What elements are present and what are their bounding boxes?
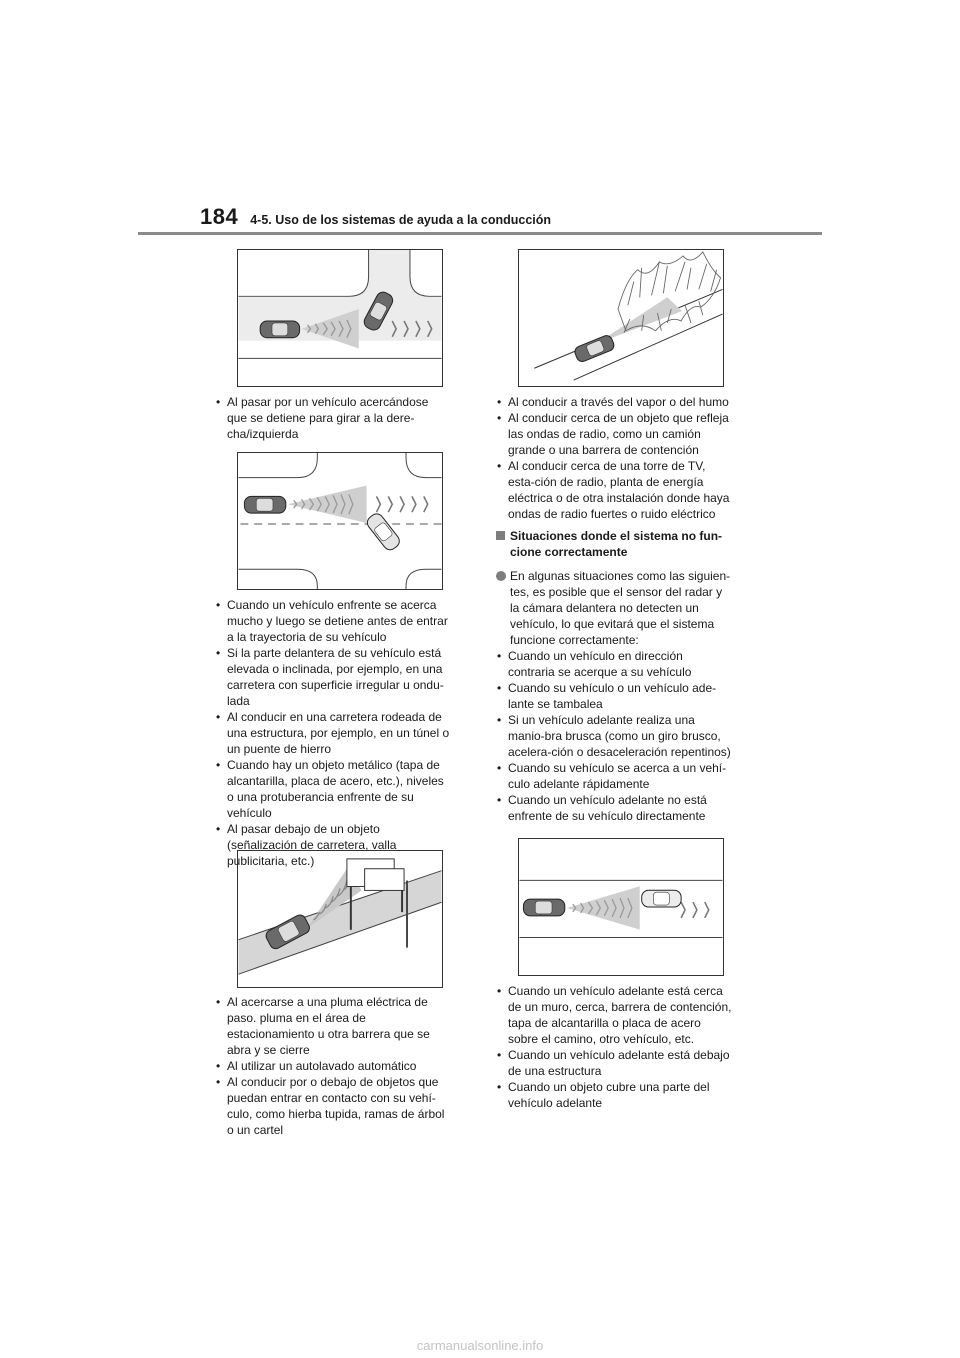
list-item: • Al conducir en una carretera rodeada de una estructura, por ejemplo, en un túnel o un puente de hierro	[215, 709, 451, 757]
figure-vapor-smoke	[518, 249, 724, 387]
list-item: • Al acercarse a una pluma eléctrica de paso. pluma en el área de estacionamiento u otra barrera que se abra y se cierre	[215, 994, 451, 1058]
illustration-overhead-sign	[238, 851, 442, 987]
left-column-group-1	[215, 394, 451, 442]
section-heading	[496, 528, 732, 560]
header-rule	[138, 232, 822, 235]
list-item: • Al conducir cerca de una torre de TV, esta-ción de radio, planta de energía eléctrica o de otra instalación donde haya ondas de radio fuertes o ruido eléctrico	[496, 458, 732, 522]
list-item: • Al pasar por un vehículo acercándose que se detiene para girar a la dere-cha/izquierda	[215, 394, 451, 442]
list-item: • Cuando un vehículo enfrente se acerca mucho y luego se detiene antes de entrar a la trayectoria de su vehículo	[215, 597, 451, 645]
list-item: • Al utilizar un autolavado automático	[215, 1058, 451, 1074]
list-item: • Si la parte delantera de su vehículo está elevada o inclinada, por ejemplo, en una carretera con superficie irregular u ondu-lada	[215, 645, 451, 709]
illustration-vapor-smoke	[519, 250, 723, 386]
watermark: carmanualsonline.info	[416, 1338, 544, 1353]
figure-overhead-sign	[237, 850, 443, 988]
right-column-group-3	[496, 983, 732, 1111]
page-header	[200, 204, 551, 230]
figure-vehicle-ahead	[518, 838, 724, 976]
circle-bullet-icon	[496, 571, 506, 581]
square-bullet-icon	[496, 531, 505, 540]
illustration-turning-vehicle	[238, 250, 442, 386]
section-heading-text: Situaciones donde el sistema no fun-cione correctamente	[510, 529, 723, 559]
intro-paragraph	[496, 568, 732, 648]
list-item: • Cuando un objeto cubre una parte del vehículo adelante	[496, 1079, 732, 1111]
list-item: • Cuando un vehículo adelante está debajo de una estructura	[496, 1047, 732, 1079]
illustration-vehicle-ahead	[519, 839, 723, 975]
list-item: • Al pasar debajo de un objeto (señalización de carretera, valla publicitaria, etc.)	[215, 821, 451, 869]
list-item: • Al conducir por o debajo de objetos que puedan entrar en contacto con su vehí-culo, como hierba tupida, ramas de árbol o un cartel	[215, 1074, 451, 1138]
list-item: • Cuando su vehículo o un vehículo ade-lante se tambalea	[496, 680, 732, 712]
section-title: 4-5. Uso de los sistemas de ayuda a la conducción	[250, 213, 552, 227]
list-item: • Cuando un vehículo adelante está cerca de un muro, cerca, barrera de contención, tapa de alcantarilla o placa de acero sobre el camino, otro vehículo, etc.	[496, 983, 732, 1047]
figure-turning-vehicle	[237, 249, 443, 387]
right-column-text	[496, 394, 732, 824]
list-item: • Si un vehículo adelante realiza una manio-bra brusca (como un giro brusco, acelera-ción o desaceleración repentinos)	[496, 712, 732, 760]
illustration-vehicle-entering-path	[238, 453, 442, 589]
list-item: • Cuando hay un objeto metálico (tapa de alcantarilla, placa de acero, etc.), niveles o una protuberancia enfrente de su vehículo	[215, 757, 451, 821]
list-item: • Al conducir cerca de un objeto que refleja las ondas de radio, como un camión grande o una barrera de contención	[496, 410, 732, 458]
list-item: • Cuando su vehículo se acerca a un vehí-culo adelante rápidamente	[496, 760, 732, 792]
list-item: • Cuando un vehículo en dirección contraria se acerque a su vehículo	[496, 648, 732, 680]
intro-text: En algunas situaciones como las siguien-tes, es posible que el sensor del radar y la cámara delantera no detecten un vehículo, lo que evitará que el sistema funcione correctamente:	[510, 569, 731, 647]
list-item: • Al conducir a través del vapor o del humo	[496, 394, 732, 410]
list-item: • Cuando un vehículo adelante no está enfrente de su vehículo directamente	[496, 792, 732, 824]
figure-vehicle-entering-path	[237, 452, 443, 590]
left-column-group-2	[215, 597, 451, 869]
page-number: 184	[200, 204, 239, 229]
left-column-group-3	[215, 994, 451, 1138]
